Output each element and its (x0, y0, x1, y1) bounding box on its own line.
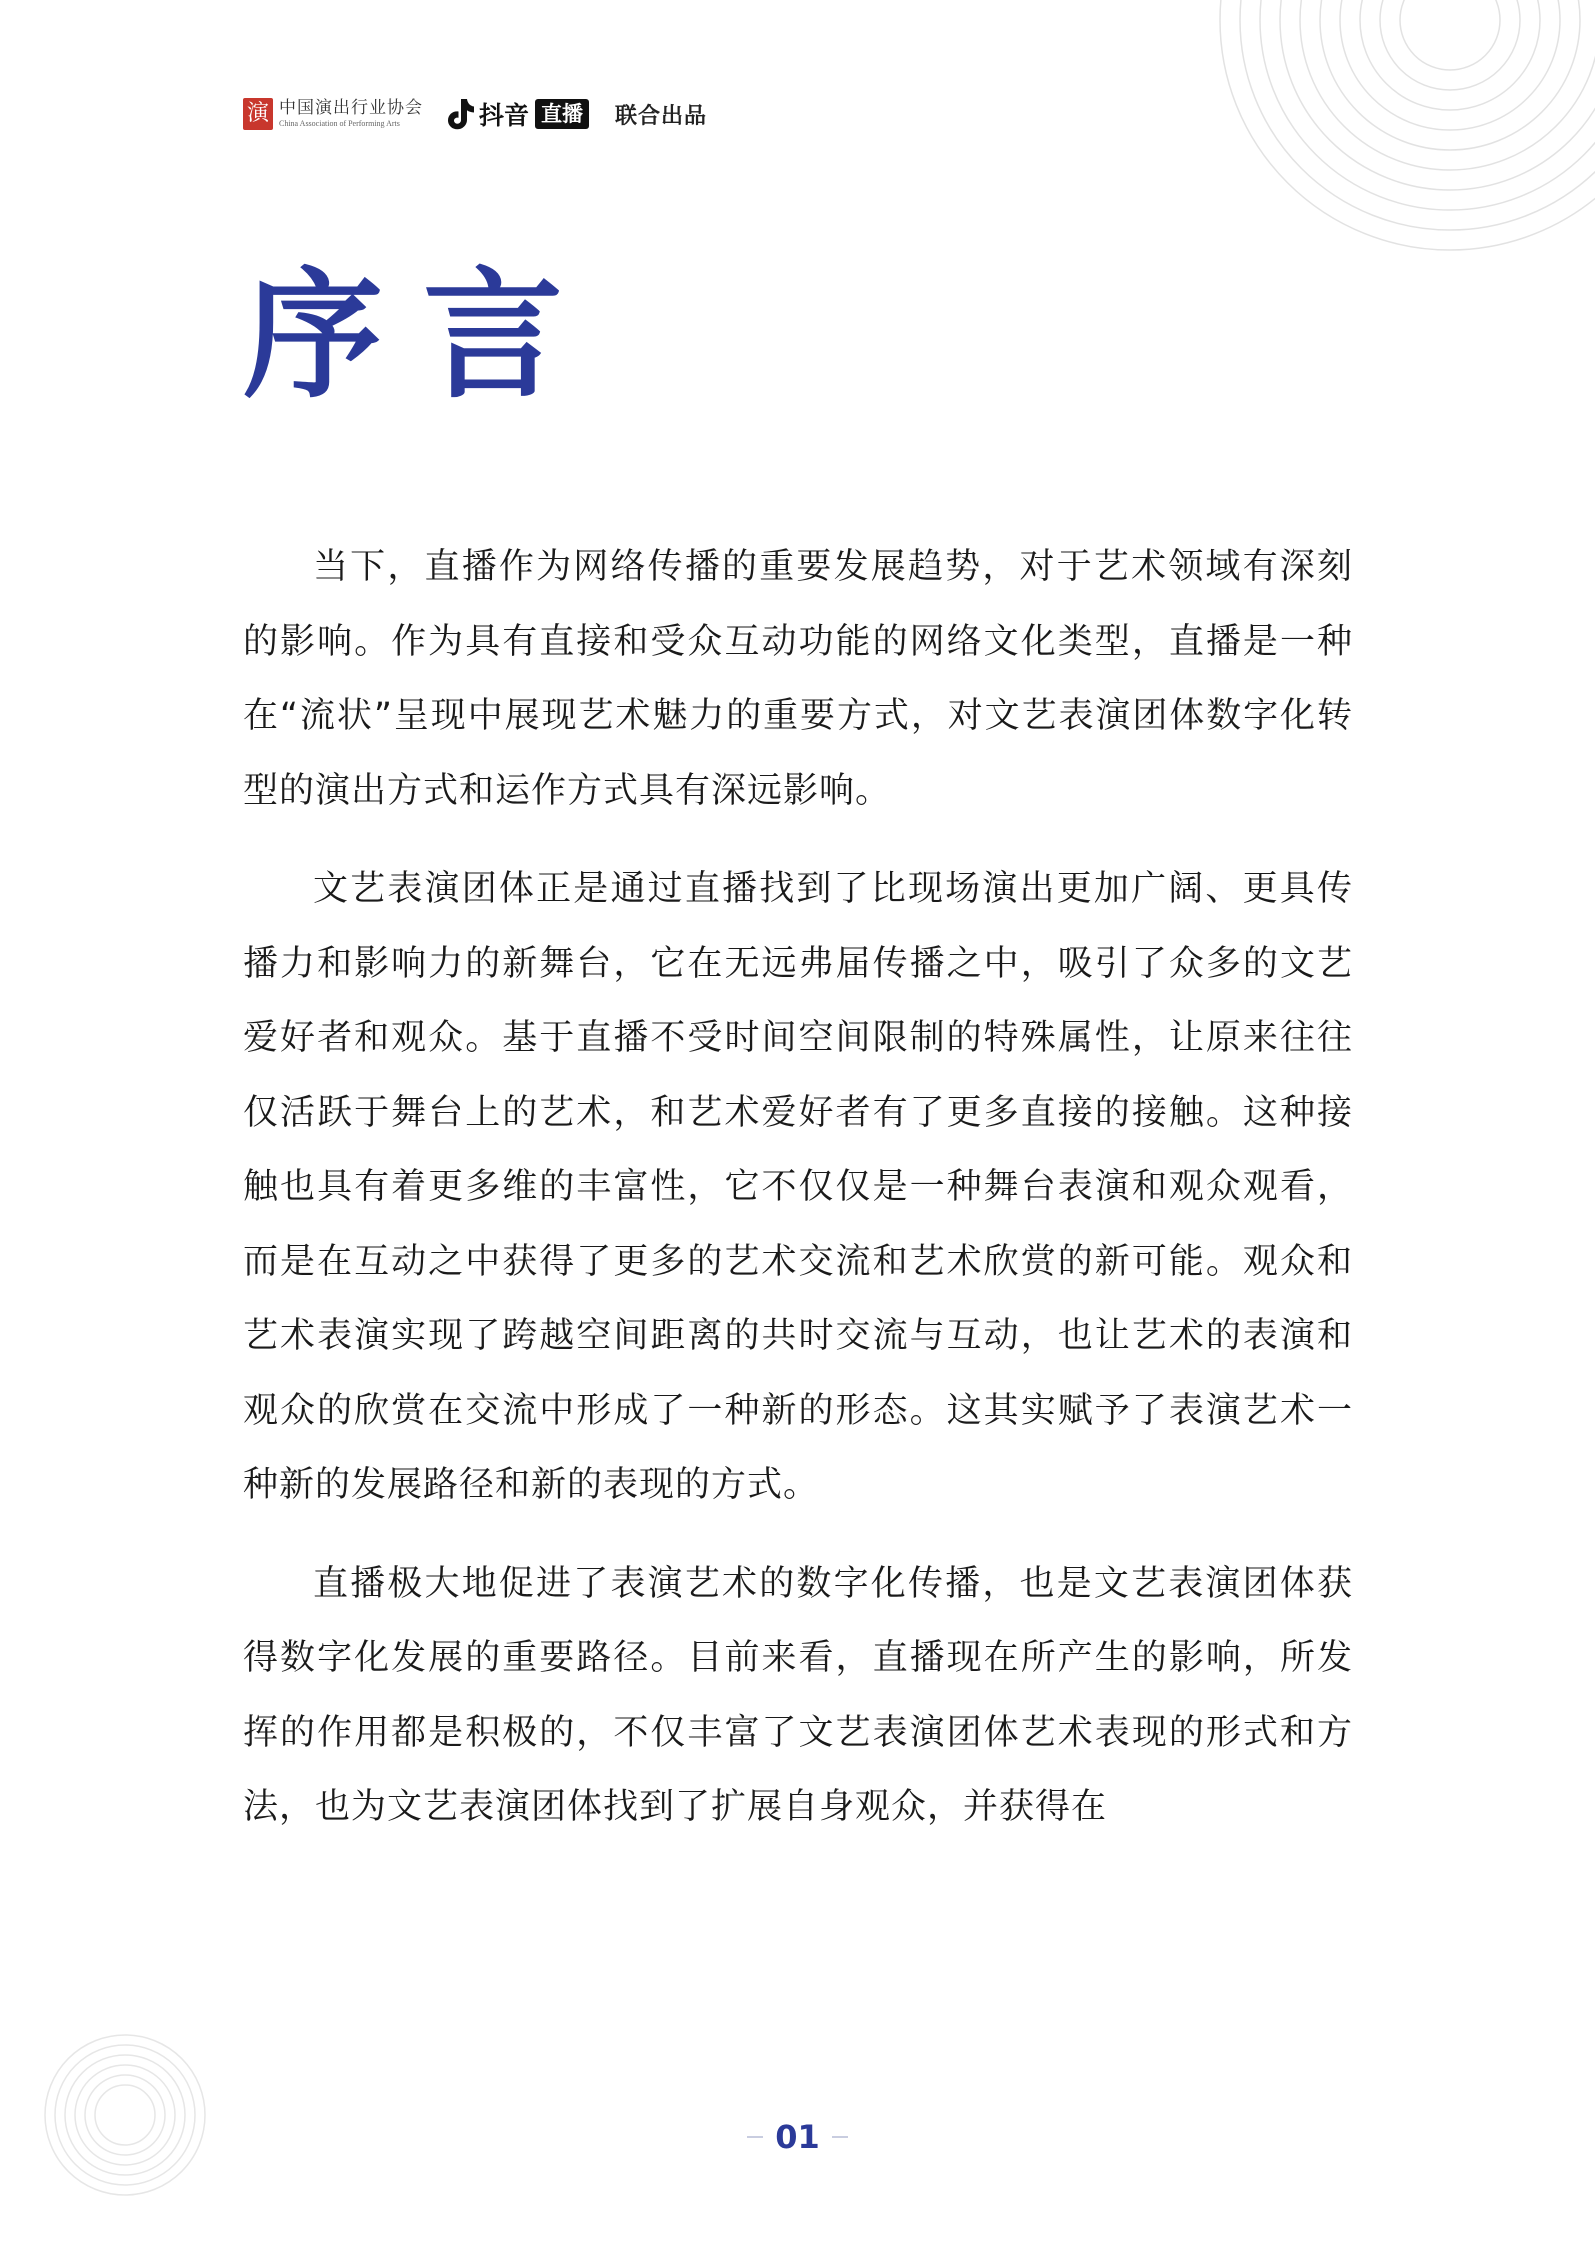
paragraph-1: 当下，直播作为网络传播的重要发展趋势，对于艺术领域有深刻的影响。作为具有直接和受众互动功能的网络文化类型，直播是一种在“流状”呈现中展现艺术魅力的重要方式，对文艺表演团体数字化转型的演出方式和运作方式具有深远影响。 (243, 547, 1353, 811)
page-number-left-rule (747, 2136, 763, 2138)
douyin-note-icon (445, 97, 475, 131)
douyin-logo (445, 96, 589, 132)
association-logo-icon: 演 (243, 98, 273, 130)
association-name-cn: 中国演出行业协会 (279, 98, 423, 118)
decorative-circles-top-right (1080, 0, 1595, 260)
live-badge: 直播 (535, 99, 589, 129)
preface-body (243, 530, 1353, 1869)
paragraph-3: 直播极大地促进了表演艺术的数字化传播，也是文艺表演团体获得数字化发展的重要路径。目前来看，直播现在所产生的影响，所发挥的作用都是积极的，不仅丰富了文艺表演团体艺术表现的形式和方法，也为文艺表演团体找到了扩展自身观众，并获得在 (243, 1563, 1353, 1827)
page-number (0, 2118, 1595, 2156)
page-title: 序言 (243, 255, 604, 418)
header-logos (243, 94, 707, 134)
douyin-name: 抖音 (479, 101, 530, 130)
association-name (279, 100, 423, 128)
paragraph-2: 文艺表演团体正是通过直播找到了比现场演出更加广阔、更具传播力和影响力的新舞台，它在无远弗届传播之中，吸引了众多的文艺爱好者和观众。基于直播不受时间空间限制的特殊属性，让原来往往仅活跃于舞台上的艺术，和艺术爱好者有了更多直接的接触。这种接触也具有着更多维的丰富性，它不仅仅是一种舞台表演和观众观看，而是在互动之中获得了更多的艺术交流和艺术欣赏的新可能。观众和艺术表演实现了跨越空间距离的共时交流与互动，也让艺术的表演和观众的欣赏在交流中形成了一种新的形态。这其实赋予了表演艺术一种新的发展路径和新的表现的方式。 (243, 869, 1353, 1505)
page-number-right-rule (832, 2136, 848, 2138)
joint-production-label: 联合出品 (615, 103, 708, 129)
association-name-en: China Association of Performing Arts (279, 119, 400, 128)
page-number-text: 01 (775, 2118, 820, 2156)
decorative-circles-bottom-left (35, 2025, 215, 2205)
